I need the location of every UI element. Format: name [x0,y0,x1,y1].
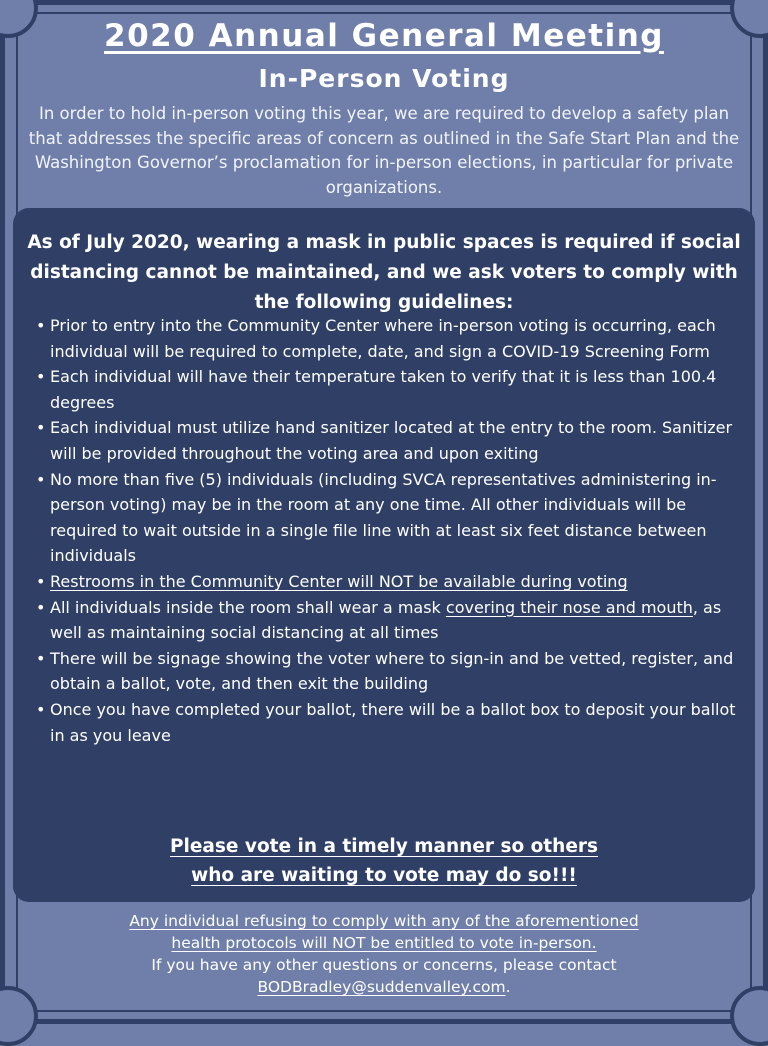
footer-warning-line-1: Any individual refusing to comply with any of the aforementioned [129,912,639,930]
guideline-item: • Once you have completed your ballot, there will be a ballot box to deposit your ballot in as you leave [36,697,752,748]
intro-paragraph: In order to hold in-person voting this year, we are required to develop a safety plan that addresses the specific areas of concern as outlined in the Safe Start Plan and the Washington Governor’s proclamation for in-person elections, in particular for private organizations. [28,104,740,197]
guidelines-heading: As of July 2020, wearing a mask in public spaces is required if social distancing cannot be maintained, and we ask voters to comply with the following guidelines: [27,232,741,313]
guideline-item: • Each individual must utilize hand sanitizer located at the entry to the room. Sanitizer will be provided throughout the voting area and upon exiting [36,415,752,466]
mask-text-before: All individuals inside the room shall wear a mask [50,597,446,617]
page-title: 2020 Annual General Meeting [104,18,664,54]
guideline-item: • Prior to entry into the Community Center where in-person voting is occurring, each individual will be required to complete, date, and sign a COVID-19 Screening Form [36,313,752,364]
page-subtitle: In-Person Voting [258,64,510,93]
guideline-item-restrooms: • Restrooms in the Community Center will NOT be available during voting [36,569,752,595]
footer-period: . [505,978,511,996]
contact-email-link[interactable]: BODBradley@suddenvalley.com [257,978,506,996]
mask-text-after: , as well as maintaining social distancing at all times [50,597,722,643]
closing-line-2: who are waiting to vote may do so!!! [191,865,577,886]
mask-text-underlined: covering their nose and mouth [445,597,693,617]
footer-notice [20,910,748,998]
footer-warning-line-2: health protocols will NOT be entitled to vote in-person. [171,934,597,952]
closing-line-1: Please vote in a timely manner so others [169,836,599,857]
guideline-item: • There will be signage showing the voter where to sign-in and be vetted, register, and obtain a ballot, vote, and then exit the building [36,646,752,697]
guideline-item-mask [36,595,752,646]
guideline-item: • No more than five (5) individuals (including SVCA representatives administering in-person voting) may be in the room at any one time. All other individuals will be required to wait outside in a single file line with at least six feet distance between individuals [36,467,752,569]
footer-contact-line: If you have any other questions or concerns, please contact [151,956,617,974]
closing-message [0,832,768,890]
guidelines-list [36,313,752,748]
guideline-item: • Each individual will have their temperature taken to verify that it is less than 100.4 degrees [36,364,752,415]
